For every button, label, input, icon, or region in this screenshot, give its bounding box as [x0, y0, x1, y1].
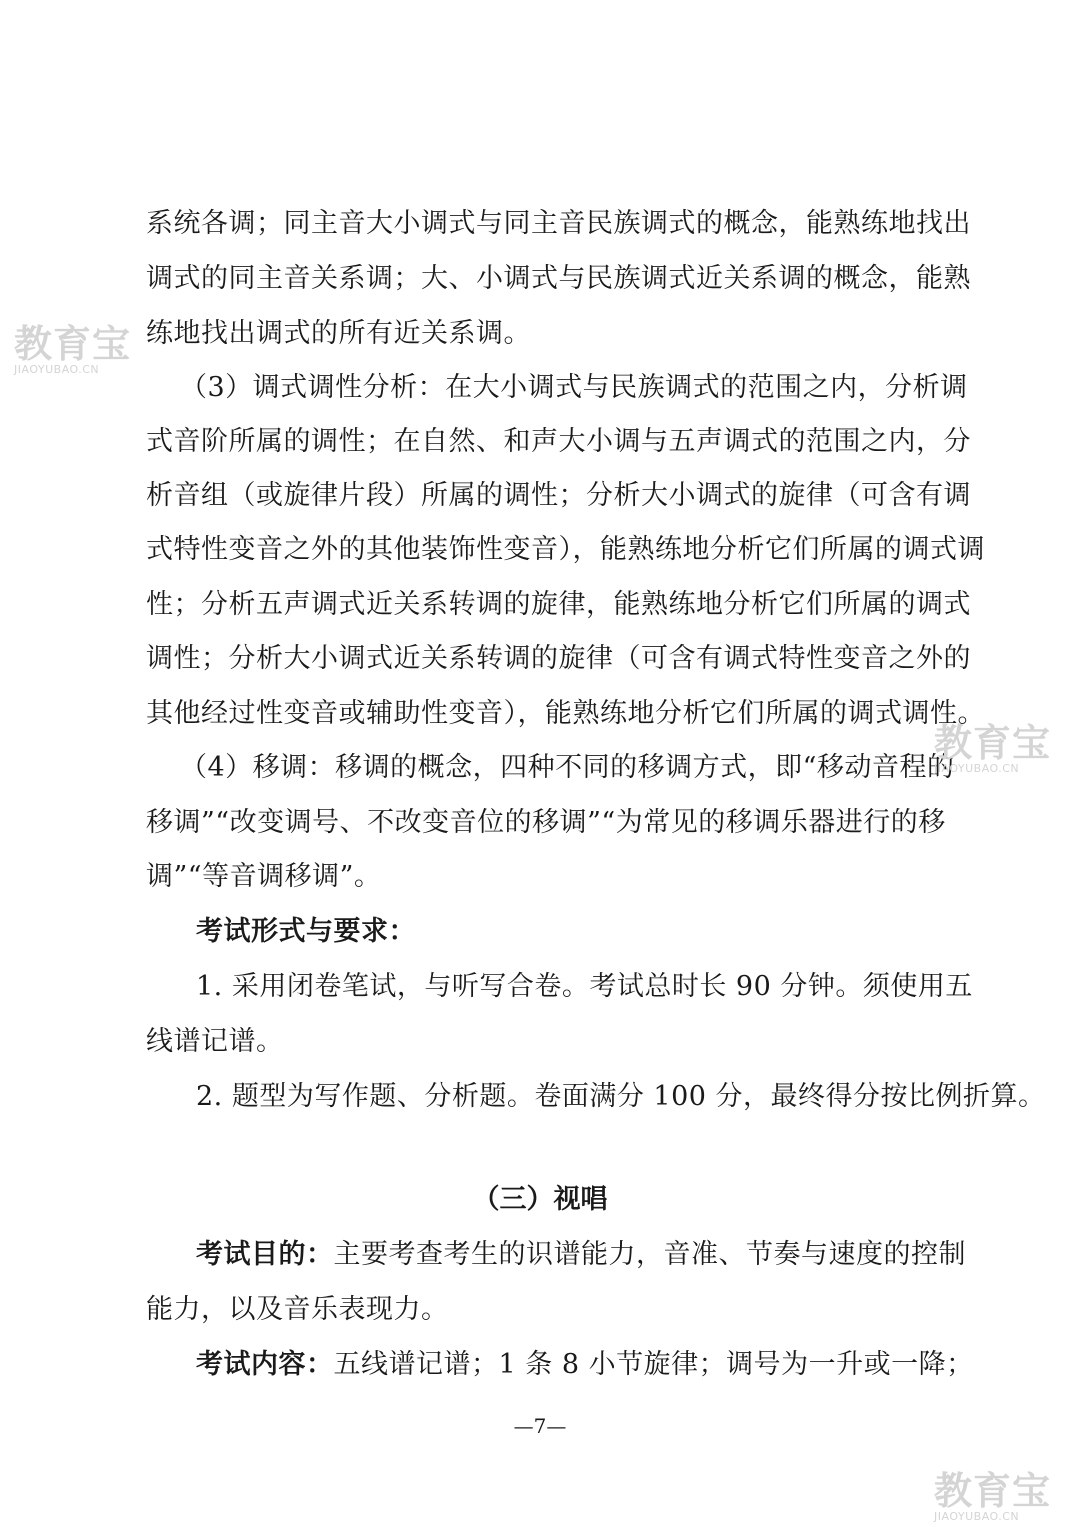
- watermark-text: 教育宝: [14, 322, 132, 366]
- text-line: 调式的同主音关系调；大、小调式与民族调式近关系调的概念，能熟: [146, 263, 971, 294]
- section-title: （三）视唱: [472, 1184, 608, 1215]
- content-label: 考试内容：: [196, 1349, 334, 1380]
- text-line: 调性；分析大小调式近关系转调的旋律（可含有调式特性变音之外的: [146, 643, 971, 674]
- watermark-url: JIAOYUBAO.CN: [934, 1510, 1020, 1523]
- purpose-text: 主要考查考生的识谱能力，音准、节奏与速度的控制: [333, 1239, 966, 1270]
- content-text: 五线谱记谱；1 条 8 小节旋律；调号为一升或一降；: [333, 1349, 974, 1380]
- exam-form-heading: 考试形式与要求：: [196, 916, 416, 947]
- content-line: [196, 1348, 974, 1382]
- text-line: 2. 题型为写作题、分析题。卷面满分 100 分，最终得分按比例折算。: [196, 1081, 1046, 1112]
- watermark-logo: [934, 723, 1054, 775]
- text-line: 性；分析五声调式近关系转调的旋律，能熟练地分析它们所属的调式: [146, 589, 971, 620]
- text-line: 式音阶所属的调性；在自然、和声大小调与五声调式的范围之内，分: [146, 426, 971, 457]
- text-line: 移调”“改变调号、不改变音位的移调”“为常见的移调乐器进行的移: [146, 807, 946, 838]
- purpose-line: [196, 1238, 966, 1272]
- watermark-text: 教育宝: [934, 721, 1052, 765]
- text-line: 式特性变音之外的其他装饰性变音），能熟练地分析它们所属的调式调: [146, 534, 985, 565]
- text-line: 1. 采用闭卷笔试，与听写合卷。考试总时长 90 分钟。须使用五: [196, 971, 973, 1002]
- watermark-url: JIAOYUBAO.CN: [14, 363, 100, 376]
- text-line: （4）移调：移调的概念，四种不同的移调方式，即“移动音程的: [180, 752, 955, 783]
- text-line: 能力，以及音乐表现力。: [146, 1294, 449, 1325]
- text-line: 练地找出调式的所有近关系调。: [146, 318, 531, 349]
- text-line: （3）调式调性分析：在大小调式与民族调式的范围之内，分析调: [180, 372, 968, 403]
- watermark-url: JIAOYUBAO.CN: [934, 762, 1020, 775]
- watermark-text: 教育宝: [934, 1469, 1052, 1513]
- watermark-logo: [934, 1471, 1054, 1523]
- watermark-logo: [14, 324, 134, 376]
- text-line: 析音组（或旋律片段）所属的调性；分析大小调式的旋律（可含有调: [146, 480, 971, 511]
- purpose-label: 考试目的：: [196, 1239, 334, 1270]
- page-number: —7—: [513, 1414, 567, 1438]
- text-line: 其他经过性变音或辅助性变音），能熟练地分析它们所属的调式调性。: [146, 698, 985, 729]
- text-line: 线谱记谱。: [146, 1026, 284, 1057]
- text-line: 调”“等音调移调”。: [146, 861, 382, 892]
- text-line: 系统各调；同主音大小调式与同主音民族调式的概念，能熟练地找出: [146, 208, 971, 239]
